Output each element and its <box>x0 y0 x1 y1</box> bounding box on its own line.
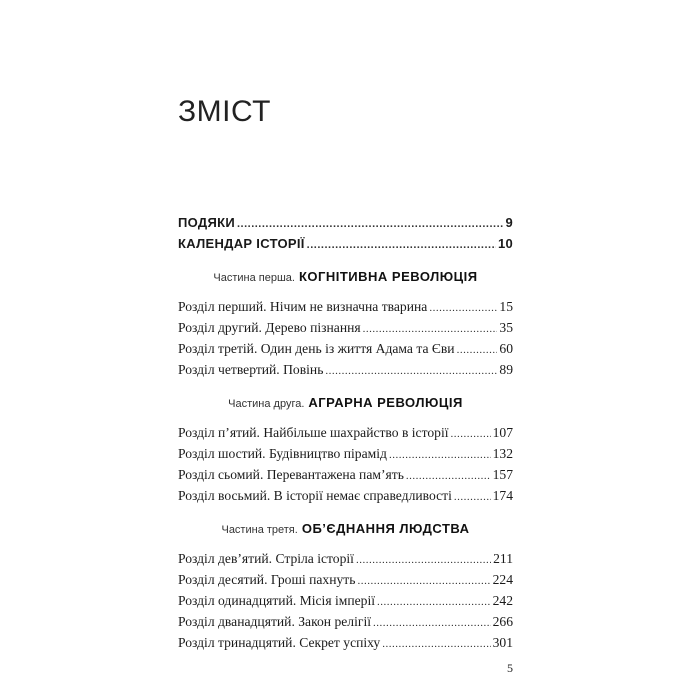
chapter-label: Розділ восьмий. В історії немає справедливості <box>178 488 452 503</box>
toc-chapter-entry[interactable] <box>178 632 513 653</box>
dot-leader <box>356 550 491 571</box>
part-label: Частина третя. <box>221 524 298 536</box>
chapter-page: 35 <box>499 320 513 335</box>
toc-entry-history-calendar[interactable] <box>178 233 513 254</box>
toc-entry-page: 10 <box>497 236 513 251</box>
dot-leader <box>382 634 490 655</box>
part-heading-1 <box>178 266 513 288</box>
dot-leader <box>237 214 504 235</box>
chapter-label: Розділ тринадцятий. Секрет успіху <box>178 635 381 650</box>
chapter-label: Розділ дванадцятий. Закон релігії <box>178 614 371 629</box>
dot-leader <box>457 340 498 361</box>
chapter-label: Розділ перший. Нічим не визначна тварина <box>178 299 428 314</box>
toc-chapter-entry[interactable] <box>178 338 513 359</box>
chapter-page: 224 <box>492 572 513 587</box>
dot-leader <box>389 445 491 466</box>
toc-chapter-entry[interactable] <box>178 548 513 569</box>
toc-chapter-entry[interactable] <box>178 317 513 338</box>
toc-chapter-entry[interactable] <box>178 485 513 506</box>
dot-leader <box>307 235 496 256</box>
chapter-label: Розділ дев’ятий. Стріла історії <box>178 551 354 566</box>
part-heading-3 <box>178 518 513 540</box>
part-title: КОГНІТИВНА РЕВОЛЮЦІЯ <box>298 269 478 284</box>
chapter-page: 15 <box>499 299 513 314</box>
toc-chapter-entry[interactable] <box>178 611 513 632</box>
chapter-page: 89 <box>499 362 513 377</box>
page-number: 5 <box>507 661 513 675</box>
chapter-label: Розділ п’ятий. Найбільше шахрайство в історії <box>178 425 449 440</box>
chapter-page: 301 <box>492 635 513 650</box>
chapter-label: Розділ четвертий. Повінь <box>178 362 324 377</box>
toc-chapter-entry[interactable] <box>178 569 513 590</box>
chapter-page: 266 <box>492 614 513 629</box>
chapter-page: 60 <box>499 341 513 356</box>
page-title: ЗМІСТ <box>178 95 271 128</box>
dot-leader <box>406 466 491 487</box>
toc-chapter-entry[interactable] <box>178 443 513 464</box>
chapter-label: Розділ другий. Дерево пізнання <box>178 320 361 335</box>
dot-leader <box>454 487 491 508</box>
chapter-label: Розділ шостий. Будівництво пірамід <box>178 446 387 461</box>
table-of-contents <box>178 212 513 653</box>
chapter-label: Розділ одинадцятий. Місія імперії <box>178 593 376 608</box>
dot-leader <box>377 592 491 613</box>
dot-leader <box>357 571 490 592</box>
toc-chapter-entry[interactable] <box>178 296 513 317</box>
toc-chapter-entry[interactable] <box>178 359 513 380</box>
chapter-page: 107 <box>492 425 513 440</box>
dot-leader <box>363 319 498 340</box>
chapter-page: 157 <box>492 467 513 482</box>
dot-leader <box>325 361 497 382</box>
chapter-page: 211 <box>493 551 513 566</box>
part-title: АГРАРНА РЕВОЛЮЦІЯ <box>308 395 463 410</box>
dot-leader <box>451 424 491 445</box>
toc-chapter-entry[interactable] <box>178 422 513 443</box>
toc-entry-acknowledgements[interactable] <box>178 212 513 233</box>
chapter-page: 174 <box>492 488 513 503</box>
chapter-label: Розділ десятий. Гроші пахнуть <box>178 572 356 587</box>
toc-entry-page: 9 <box>505 215 513 230</box>
part-label: Частина друга. <box>228 398 305 410</box>
chapter-page: 132 <box>492 446 513 461</box>
toc-entry-label: ПОДЯКИ <box>178 215 235 230</box>
chapter-label: Розділ третій. Один день із життя Адама та Єви <box>178 341 455 356</box>
toc-entry-label: КАЛЕНДАР ІСТОРІЇ <box>178 236 305 251</box>
part-heading-2 <box>178 392 513 414</box>
part-label: Частина перша. <box>213 272 295 284</box>
dot-leader <box>373 613 491 634</box>
toc-chapter-entry[interactable] <box>178 590 513 611</box>
part-title: ОБ’ЄДНАННЯ ЛЮДСТВА <box>301 521 470 536</box>
chapter-label: Розділ сьомий. Перевантажена пам’ять <box>178 467 404 482</box>
toc-chapter-entry[interactable] <box>178 464 513 485</box>
chapter-page: 242 <box>492 593 513 608</box>
dot-leader <box>429 298 497 319</box>
